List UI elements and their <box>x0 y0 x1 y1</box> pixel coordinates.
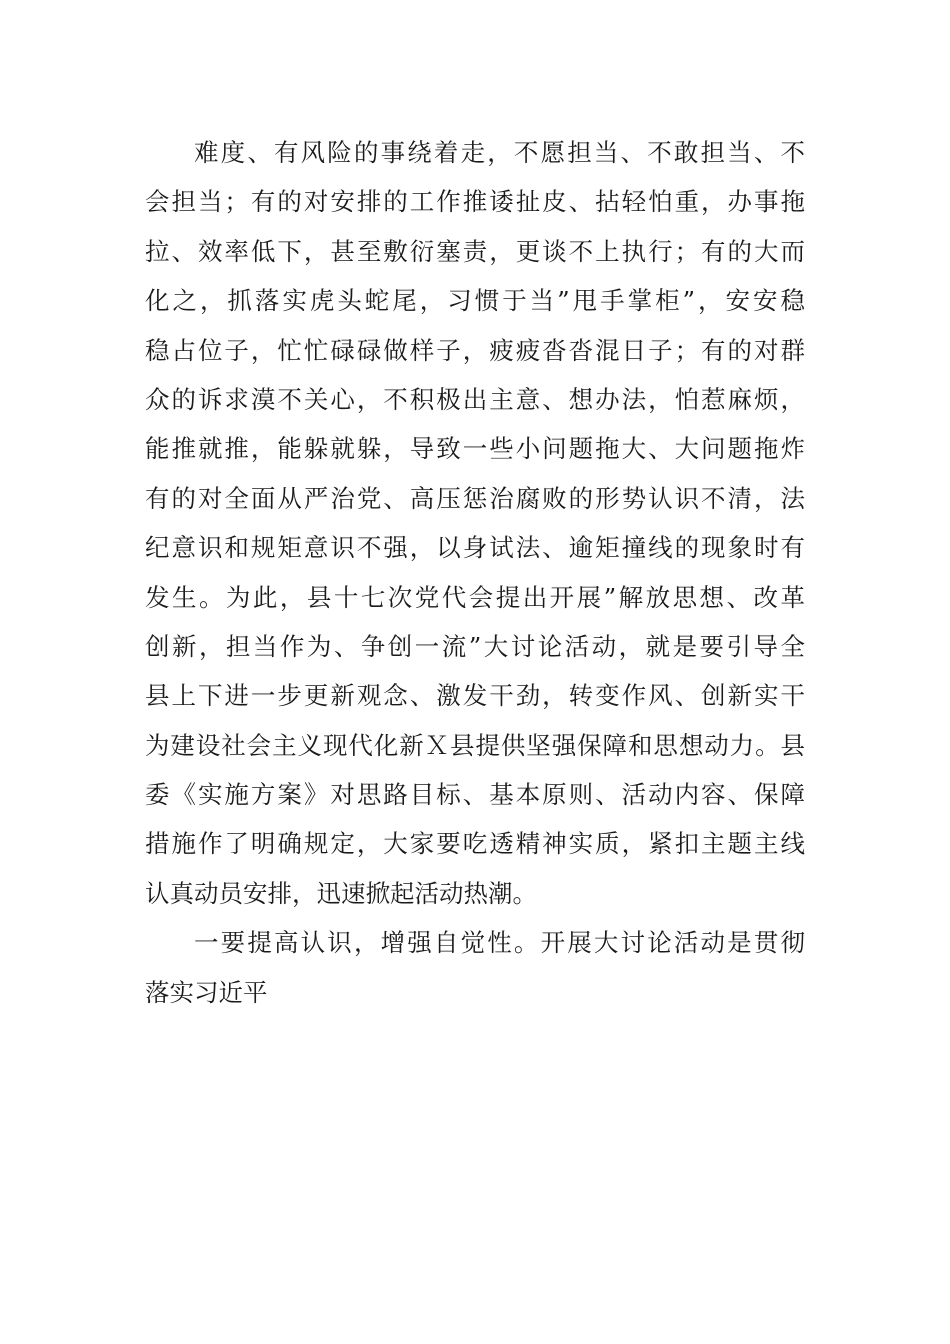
body-text <box>145 128 805 1017</box>
text-line: 认真动员安排，迅速掀起活动热潮。 <box>145 878 537 908</box>
text-line: 会担当；有的对安排的工作推诿扯皮、拈轻怕重，办事拖 <box>145 187 805 217</box>
text-line: 措施作了明确规定，大家要吃透精神实质，紧扣主题主线 <box>145 829 805 859</box>
text-line: 一要提高认识，增强自觉性。开展大讨论活动是贯彻 <box>194 928 805 958</box>
text-line: 众的诉求漠不关心，不积极出主意、想办法，怕惹麻烦， <box>145 384 805 414</box>
text-line: 拉、效率低下，甚至敷衍塞责，更谈不上执行；有的大而 <box>145 236 805 266</box>
text-line: 化之，抓落实虎头蛇尾，习惯于当”甩手掌柜”，安安稳 <box>145 286 805 316</box>
text-line: 发生。为此，县十七次党代会提出开展”解放思想、改革 <box>145 582 805 612</box>
text-line: 创新，担当作为、争创一流”大讨论活动，就是要引导全 <box>145 631 805 661</box>
paragraph-1 <box>145 128 805 918</box>
text-line: 难度、有风险的事绕着走，不愿担当、不敢担当、不 <box>194 138 805 167</box>
text-line: 纪意识和规矩意识不强，以身试法、逾矩撞线的现象时有 <box>145 533 805 563</box>
text-line: 稳占位子，忙忙碌碌做样子，疲疲沓沓混日子；有的对群 <box>145 335 805 365</box>
text-line: 能推就推，能躲就躲，导致一些小问题拖大、大问题拖炸 <box>145 434 805 464</box>
text-line: 为建设社会主义现代化新Ｘ县提供坚强保障和思想动力。县 <box>145 730 805 760</box>
text-line: 委《实施方案》对思路目标、基本原则、活动内容、保障 <box>145 780 805 810</box>
text-line: 有的对全面从严治党、高压惩治腐败的形势认识不清，法 <box>145 483 805 513</box>
text-line: 县上下进一步更新观念、激发干劲，转变作风、创新实干 <box>145 681 805 711</box>
paragraph-2 <box>145 918 805 1017</box>
text-line: 落实习近平 <box>145 977 268 1007</box>
